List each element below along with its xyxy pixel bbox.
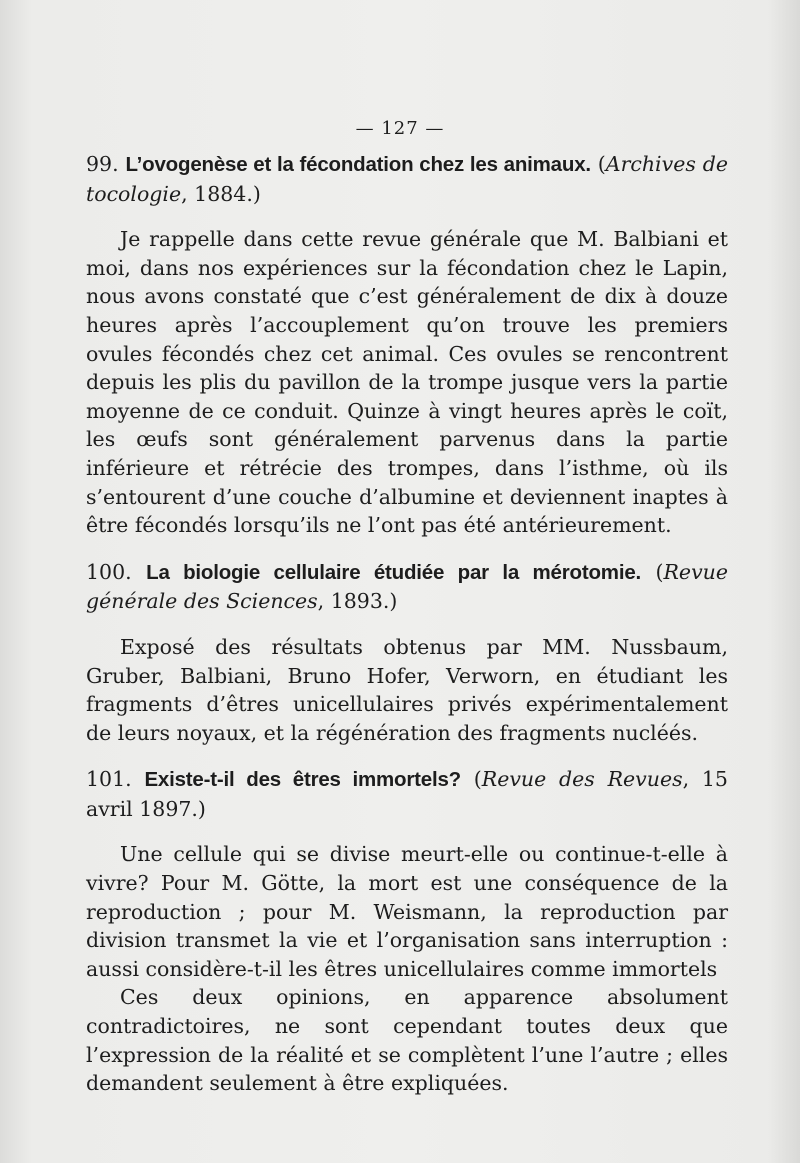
entry-paragraph: Ces deux opinions, en apparence absolument contradictoires, ne sont cependant toutes deux que l’expression de la réalité et se complètent l’une l’autre ; elles demandent seulement à être expliquées. (86, 985, 728, 1096)
entry-paragraph: Je rappelle dans cette revue générale que M. Balbiani et moi, dans nos expériences sur la fécondation chez le Lapin, nous avons constaté que c’est généralement de dix à douze heures après l’accouplement qu’on trouve les premiers ovules fécondés chez cet animal. Ces ovules se rencontrent depuis les plis du pavillon de la trompe jusque vers la partie moyenne de ce conduit. Quinze à vingt heures après le coït, les œufs sont généralement parvenus dans la partie inférieure et rétrécie des trompes, dans l’isthme, où ils s’entourent d’une couche d’albumine et deviennent inaptes à être fécondés lorsqu’ils ne l’ont pas été antérieurement. (86, 227, 728, 538)
entry-source: Archives de tocologie (86, 152, 728, 206)
entry-title: L’ovogenèse et la fécondation chez les animaux. (125, 153, 591, 176)
page-number: — 127 — (355, 118, 445, 139)
entry-number: 99. (86, 152, 119, 176)
entry-title: La biologie cellulaire étudiée par la mérotomie. (146, 560, 642, 584)
entry-number: 100. (86, 559, 132, 584)
source-open: ( (655, 559, 664, 584)
entry-heading-100 (86, 558, 728, 616)
entry-source: Revue générale des Sciences (86, 559, 728, 614)
entry-source-details: , 1884.) (181, 181, 261, 206)
entry-paragraph: Exposé des résultats obtenus par MM. Nussbaum, Gruber, Balbiani, Bruno Hofer, Verworn, en étudiant les fragments d’êtres unicellulaires privés expérimentalement de leurs noyaux, et la régénération des fragments nucléés. (86, 634, 728, 745)
page-body (86, 150, 728, 1098)
entry-source-details: , 1893.) (317, 589, 398, 614)
entry-title: Existe-t-il des êtres immortels? (144, 768, 461, 792)
entry-paragraph: Une cellule qui se divise meurt-elle ou continue-t-elle à vivre? Pour M. Götte, la mort est une conséquence de la reproduction ; pour M. Weismann, la reproduction par division transmet la vie et l’organisation sans interruption : aussi considère-t-il les êtres unicellulaires comme immortels (86, 842, 728, 981)
entry-source: Revue des Revues (481, 767, 683, 792)
source-open: ( (597, 152, 606, 176)
source-open: ( (473, 767, 482, 792)
entry-heading-101 (86, 765, 728, 823)
entry-heading-99 (86, 150, 728, 208)
entry-source-details: , 15 avril 1897.) (86, 767, 728, 821)
entry-number: 101. (86, 767, 132, 792)
